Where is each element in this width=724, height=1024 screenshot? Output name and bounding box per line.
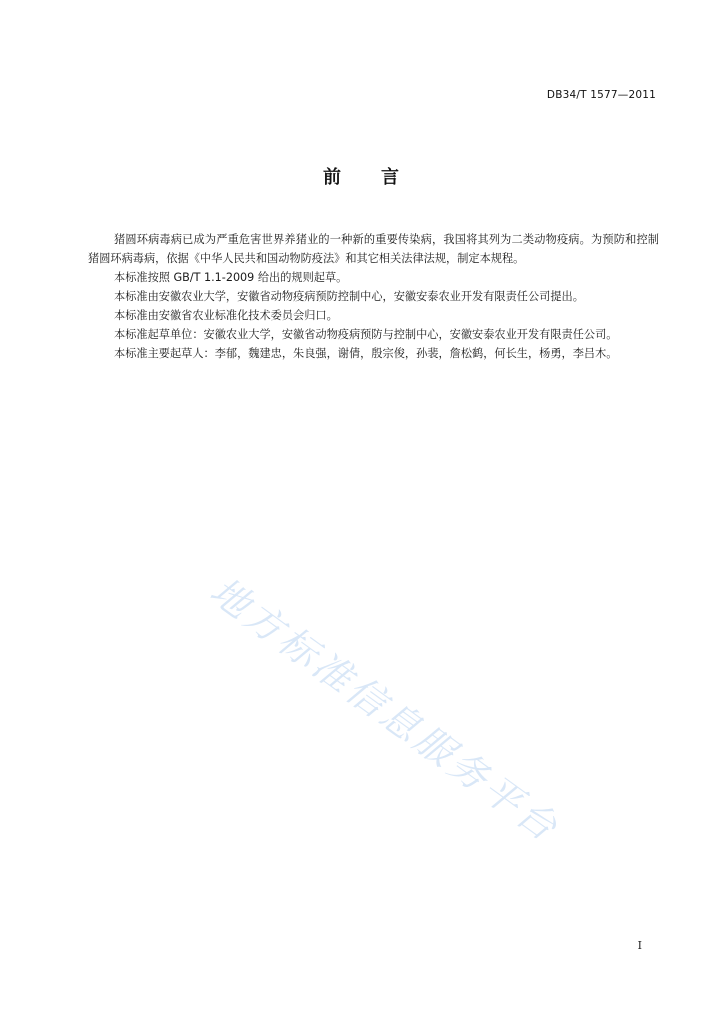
paragraph-drafters: 本标准主要起草人：李郁，魏建忠，朱良强，谢倩，殷宗俊，孙裴，詹松鹤，何长生，杨勇，李吕木。 (114, 347, 618, 360)
title-char-left: 前 (323, 167, 343, 188)
standard-code: DB34/T 1577—2011 (546, 89, 656, 101)
paragraph-drafting-units: 本标准起草单位：安徽农业大学，安徽省动物疫病预防与控制中心，安徽安泰农业开发有限责任公司。 (114, 328, 618, 341)
page-number: I (637, 939, 642, 952)
paragraph-centralized: 本标准由安徽省农业标准化技术委员会归口。 (114, 309, 338, 322)
foreword-body (88, 230, 659, 363)
paragraph-intro: 猪圆环病毒病已成为严重危害世界养猪业的一种新的重要传染病，我国将其列为二类动物疫病。为预防和控制猪圆环病毒病，依据《中华人民共和国动物防疫法》和其它相关法律法规，制定本规程。 (88, 233, 659, 265)
title-char-right: 言 (381, 167, 401, 188)
paragraph-drafting-rules: 本标准按照 GB/T 1.1-2009 给出的规则起草。 (114, 271, 348, 284)
watermark: 地方标准信息服务平台 (202, 568, 568, 852)
page-title (0, 163, 724, 189)
paragraph-proposer: 本标准由安徽农业大学，安徽省动物疫病预防控制中心，安徽安泰农业开发有限责任公司提出。 (114, 290, 584, 303)
